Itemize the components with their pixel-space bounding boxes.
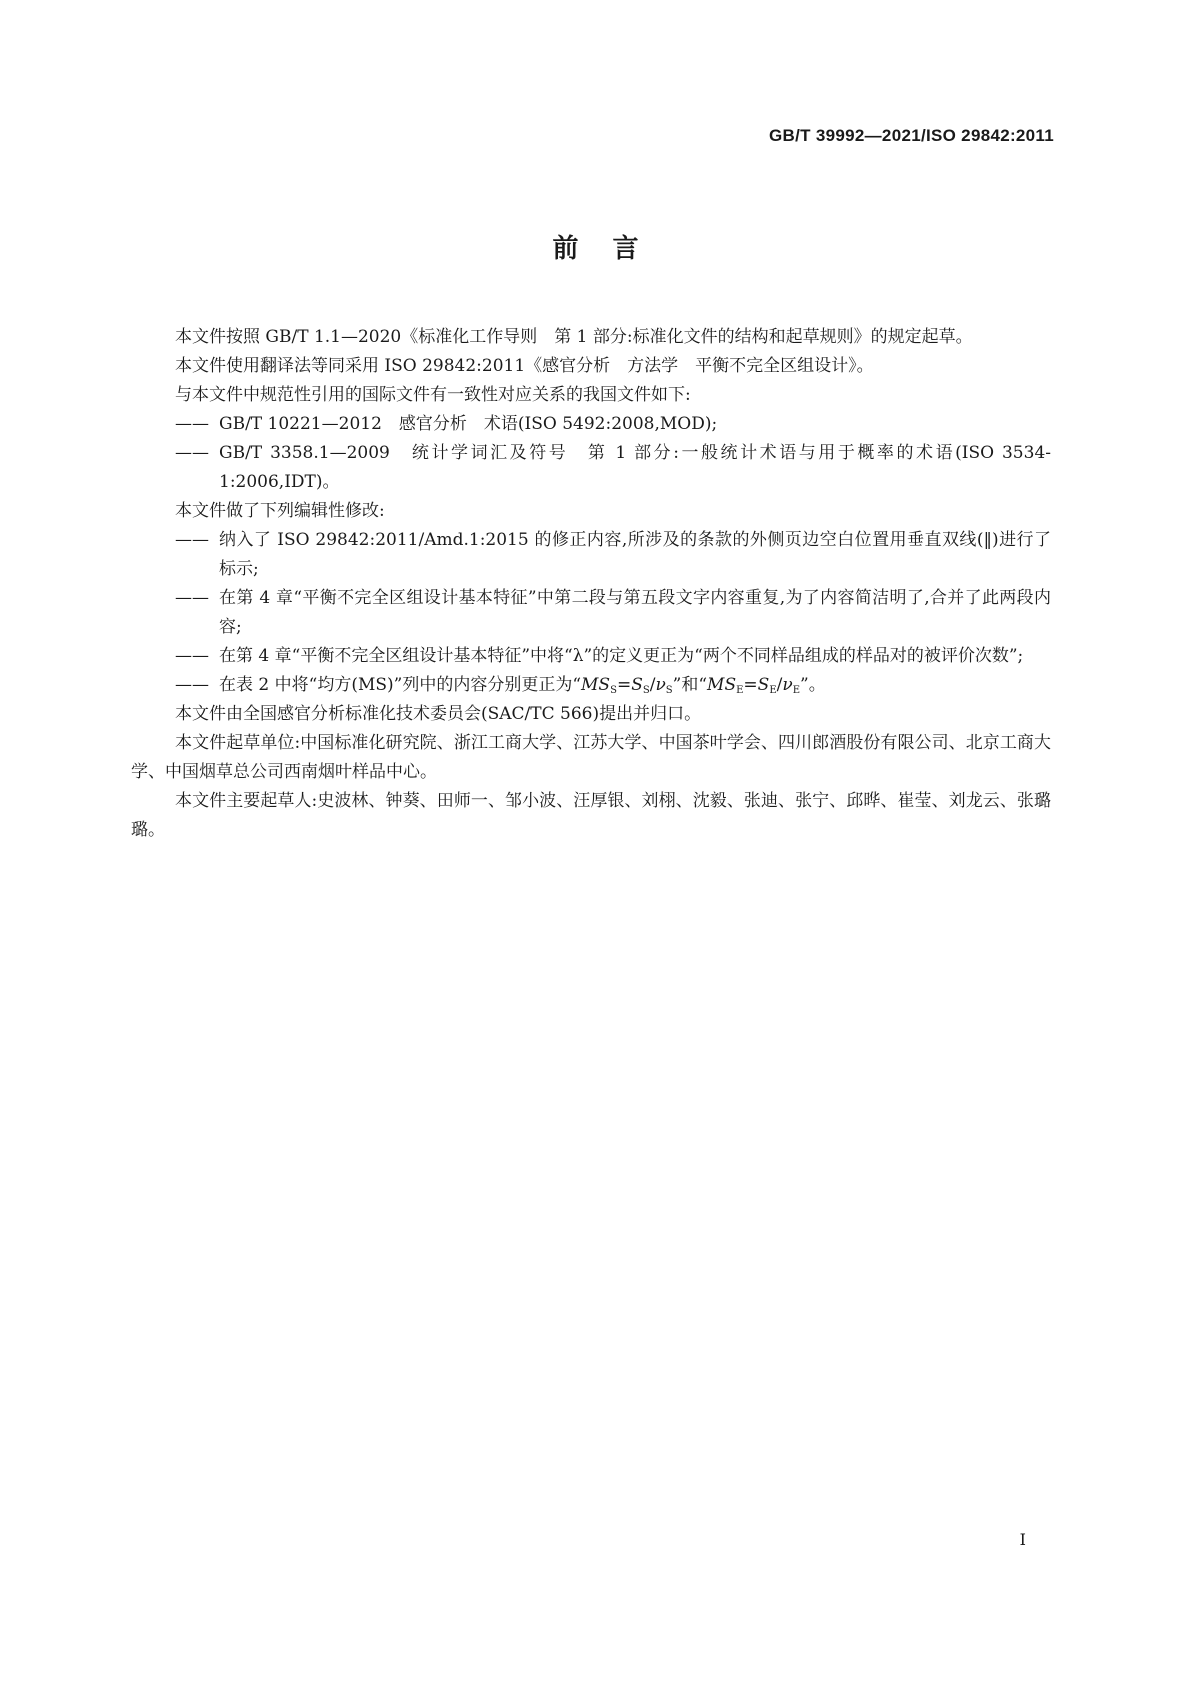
dash-mark: —— [175, 414, 209, 434]
list-item-edit [131, 642, 1051, 671]
list-item-edit [131, 584, 1051, 642]
dash-mark: —— [175, 530, 209, 550]
edit-text: 在第 4 章“平衡不完全区组设计基本特征”中将“λ”的定义更正为“两个不同样品组成的样品对的被评价次数”; [219, 646, 1024, 666]
edit-text: 纳入了 ISO 29842:2011/Amd.1:2015 的修正内容,所涉及的条款的外侧页边空白位置用垂直双线(‖)进行了标示; [219, 530, 1051, 579]
paragraph-drafters: 本文件主要起草人:史波林、钟葵、田师一、邹小波、汪厚银、刘栩、沈毅、张迪、张宁、邱晔、崔莹、刘龙云、张璐璐。 [131, 791, 1051, 840]
edit-text: 在表 2 中将“均方(MS)”列中的内容分别更正为“$MS_S=S_S/\nu_S$”和“$MS_E=S_E/\nu_E$”。 [219, 675, 826, 696]
paragraph-references-intro: 与本文件中规范性引用的国际文件有一致性对应关系的我国文件如下: [175, 385, 691, 405]
list-item-edit-formula [131, 671, 1051, 700]
paragraph-edits-intro: 本文件做了下列编辑性修改: [175, 501, 385, 521]
reference-text: GB/T 3358.1—2009 统计学词汇及符号 第 1 部分:一般统计术语与用于概率的术语(ISO 3534-1:2006,IDT)。 [219, 443, 1051, 492]
standard-code-header: GB/T 39992—2021/ISO 29842:2011 [769, 126, 1054, 145]
paragraph-adoption: 本文件使用翻译法等同采用 ISO 29842:2011《感官分析 方法学 平衡不完全区组设计》。 [175, 356, 874, 376]
paragraph-proposer: 本文件由全国感官分析标准化技术委员会(SAC/TC 566)提出并归口。 [175, 704, 702, 724]
list-item-edit [131, 526, 1051, 584]
page-number: I [1019, 1530, 1026, 1549]
page-title: 前言 [552, 234, 673, 264]
edit-text: 在第 4 章“平衡不完全区组设计基本特征”中第二段与第五段文字内容重复,为了内容简洁明了,合并了此两段内容; [219, 588, 1051, 637]
paragraph-drafting-units: 本文件起草单位:中国标准化研究院、浙江工商大学、江苏大学、中国茶叶学会、四川郎酒股份有限公司、北京工商大学、中国烟草总公司西南烟叶样品中心。 [131, 733, 1051, 782]
foreword-body [131, 323, 1051, 845]
dash-mark: —— [175, 588, 209, 608]
reference-text: GB/T 10221—2012 感官分析 术语(ISO 5492:2008,MOD); [219, 414, 718, 434]
dash-mark: —— [175, 646, 209, 666]
dash-mark: —— [175, 675, 209, 695]
paragraph-drafting-rules: 本文件按照 GB/T 1.1—2020《标准化工作导则 第 1 部分:标准化文件的结构和起草规则》的规定起草。 [175, 327, 973, 347]
list-item-reference [131, 410, 1051, 439]
dash-mark: —— [175, 443, 209, 463]
list-item-reference [131, 439, 1051, 497]
